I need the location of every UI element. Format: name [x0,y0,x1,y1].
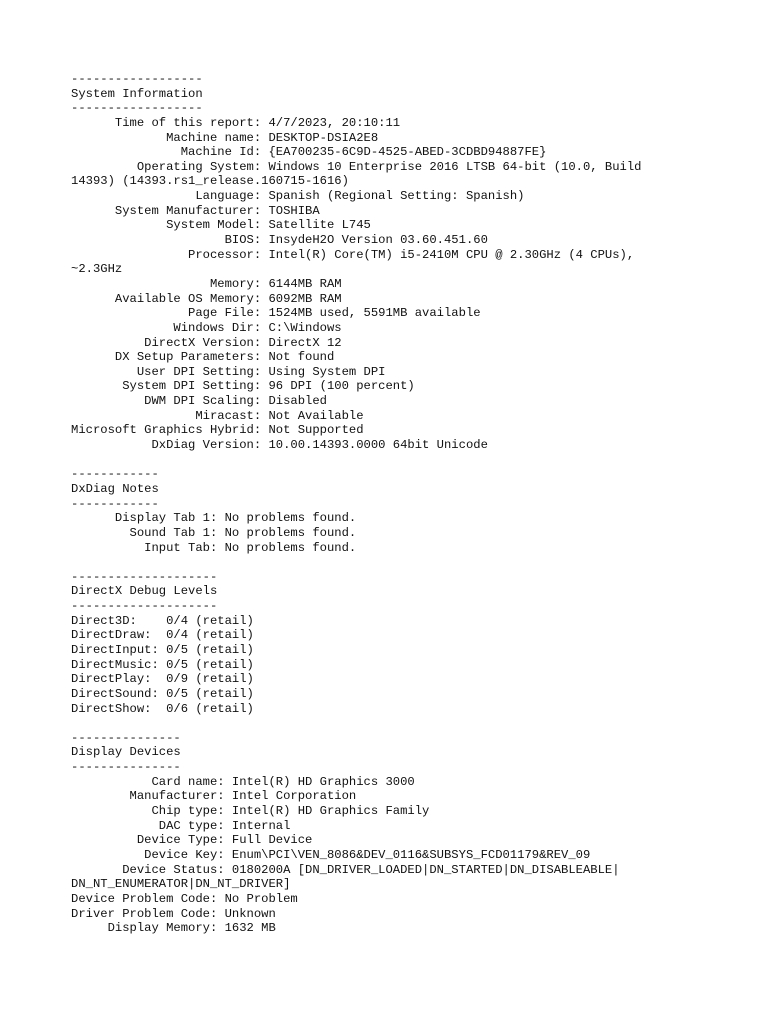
section-rule-top: --------------- [71,730,181,745]
section-spacer [71,555,751,570]
report-line: Memory: 6144MB RAM [71,276,342,291]
report-line: User DPI Setting: Using System DPI [71,364,386,379]
report-line: Windows Dir: C:\Windows [71,320,342,335]
dxdiag-report [71,72,751,936]
report-line: System Manufacturer: TOSHIBA [71,203,320,218]
report-line: Display Memory: 1632 MB [71,921,276,936]
section-dxdiag-notes [71,467,751,555]
report-line: DAC type: Internal [71,818,291,833]
section-rule-top: -------------------- [71,569,218,584]
report-line: Machine name: DESKTOP-DSIA2E8 [71,130,379,145]
report-line: 14393) (14393.rs1_release.160715-1616) [71,174,349,189]
report-line: System Model: Satellite L745 [71,218,371,233]
report-line: Direct3D: 0/4 (retail) [71,613,254,628]
report-line: Time of this report: 4/7/2023, 20:10:11 [71,115,401,130]
report-line: Microsoft Graphics Hybrid: Not Supported [71,423,364,438]
report-line: Processor: Intel(R) Core(TM) i5-2410M CPU @ 2.30GHz (4 CPUs), [71,247,635,262]
report-line: Language: Spanish (Regional Setting: Spanish) [71,189,525,204]
section-rule-bottom: --------------- [71,760,181,775]
section-spacer [71,453,751,468]
report-line: Device Type: Full Device [71,833,313,848]
report-line: DirectMusic: 0/5 (retail) [71,657,254,672]
report-line: DirectShow: 0/6 (retail) [71,701,254,716]
section-rule-bottom: ------------ [71,496,159,511]
report-line: Available OS Memory: 6092MB RAM [71,291,342,306]
report-line: DirectPlay: 0/9 (retail) [71,672,254,687]
report-line: Display Tab 1: No problems found. [71,511,357,526]
report-line: DN_NT_ENUMERATOR|DN_NT_DRIVER] [71,877,291,892]
section-rule-bottom: ------------------ [71,101,203,116]
section-heading: System Information [71,86,203,101]
report-line: DxDiag Version: 10.00.14393.0000 64bit Unicode [71,438,488,453]
report-line: DirectX Version: DirectX 12 [71,335,342,350]
report-line: ~2.3GHz [71,262,123,277]
report-line: BIOS: InsydeH2O Version 03.60.451.60 [71,233,488,248]
report-line: Manufacturer: Intel Corporation [71,789,357,804]
section-system-information [71,72,751,453]
section-heading: DxDiag Notes [71,481,159,496]
section-directx-debug-levels [71,570,751,716]
report-line: Miracast: Not Available [71,408,364,423]
section-rule-bottom: -------------------- [71,599,218,614]
report-line: Machine Id: {EA700235-6C9D-4525-ABED-3CDBD94887FE} [71,145,547,160]
report-line: Operating System: Windows 10 Enterprise 2016 LTSB 64-bit (10.0, Build [71,159,642,174]
report-line: Device Key: Enum\PCI\VEN_8086&DEV_0116&SUBSYS_FCD01179&REV_09 [71,847,591,862]
section-display-devices [71,731,751,936]
report-line: DX Setup Parameters: Not found [71,350,335,365]
report-line: Driver Problem Code: Unknown [71,906,276,921]
section-heading: DirectX Debug Levels [71,584,218,599]
report-line: DirectDraw: 0/4 (retail) [71,628,254,643]
report-line: System DPI Setting: 96 DPI (100 percent) [71,379,415,394]
report-line: DirectSound: 0/5 (retail) [71,686,254,701]
report-line: DWM DPI Scaling: Disabled [71,394,327,409]
report-line: Sound Tab 1: No problems found. [71,525,357,540]
section-spacer [71,716,751,731]
report-line: Device Problem Code: No Problem [71,891,298,906]
report-line: DirectInput: 0/5 (retail) [71,642,254,657]
report-line: Card name: Intel(R) HD Graphics 3000 [71,774,415,789]
section-heading: Display Devices [71,745,181,760]
report-line: Chip type: Intel(R) HD Graphics Family [71,804,430,819]
report-line: Page File: 1524MB used, 5591MB available [71,306,481,321]
report-line: Device Status: 0180200A [DN_DRIVER_LOADED|DN_STARTED|DN_DISABLEABLE| [71,862,620,877]
section-rule-top: ------------ [71,467,159,482]
report-line: Input Tab: No problems found. [71,540,357,555]
section-rule-top: ------------------ [71,72,203,86]
